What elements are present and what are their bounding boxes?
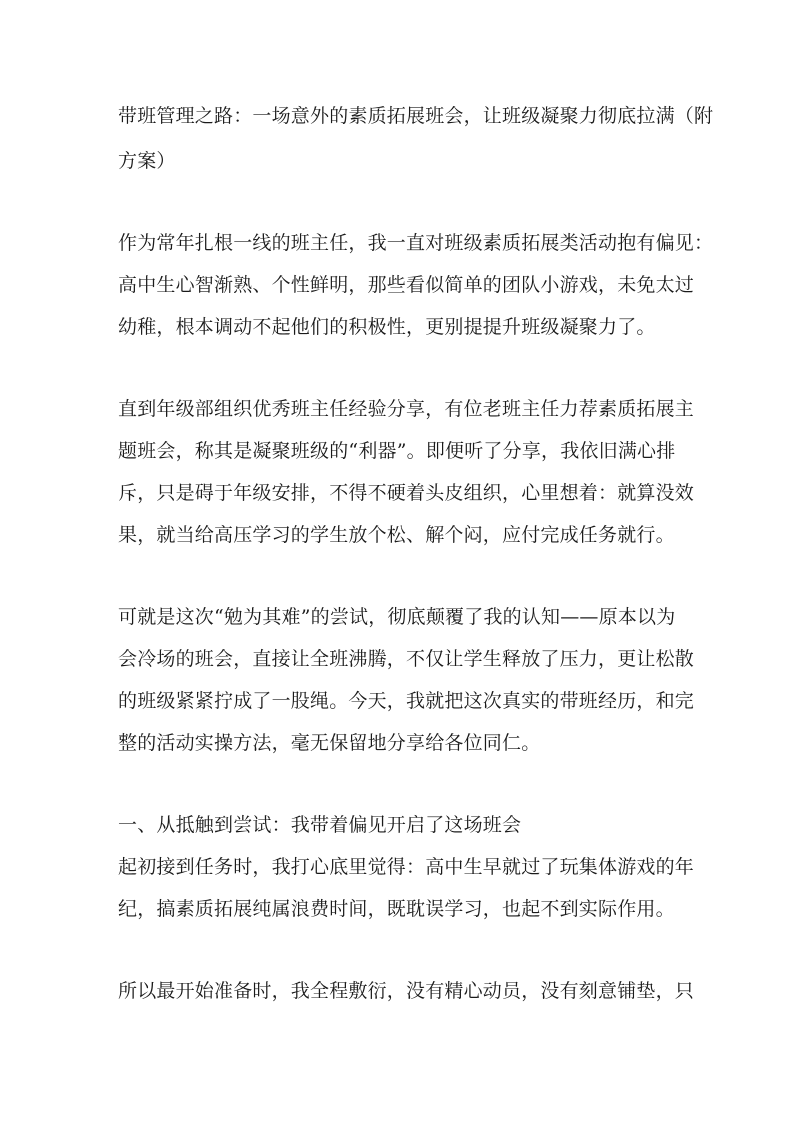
- paragraph-4-line-1: 起初接到任务时，我打心底里觉得：高中生早就过了玩集体游戏的年: [118, 856, 695, 878]
- document-title-line-1: 带班管理之路：一场意外的素质拓展班会，让班级凝聚力彻底拉满（附: [118, 105, 714, 127]
- paragraph-3-line-1: 可就是这次“勉为其难”的尝试，彻底颠覆了我的认知——原本以为: [118, 606, 676, 628]
- paragraph-1-line-3: 幼稚，根本调动不起他们的积极性，更别提提升班级凝聚力了。: [118, 316, 656, 338]
- paragraph-5-line-1: 所以最开始准备时，我全程敷衍，没有精心动员，没有刻意铺垫，只: [118, 980, 695, 1002]
- document-title-line-2: 方案）: [118, 150, 176, 172]
- paragraph-1-line-2: 高中生心智渐熟、个性鲜明，那些看似简单的团队小游戏，未免太过: [118, 274, 695, 296]
- paragraph-3-line-3: 的班级紧紧拧成了一股绳。今天，我就把这次真实的带班经历，和完: [118, 690, 695, 712]
- paragraph-4-line-2: 纪，搞素质拓展纯属浪费时间，既耽误学习，也起不到实际作用。: [118, 898, 675, 920]
- paragraph-2-line-3: 斥，只是碍于年级安排，不得不硬着头皮组织，心里想着：就算没效: [118, 482, 695, 504]
- paragraph-1-line-1: 作为常年扎根一线的班主任，我一直对班级素质拓展类活动抱有偏见：: [118, 232, 714, 254]
- paragraph-3-line-4: 整的活动实操方法，毫无保留地分享给各位同仁。: [118, 732, 541, 754]
- paragraph-2-line-2: 题班会，称其是凝聚班级的“利器”。即便听了分享，我依旧满心排: [118, 440, 676, 462]
- paragraph-2-line-1: 直到年级部组织优秀班主任经验分享，有位老班主任力荐素质拓展主: [118, 398, 695, 420]
- section-1-heading: 一、从抵触到尝试：我带着偏见开启了这场班会: [118, 814, 522, 836]
- paragraph-3-line-2: 会冷场的班会，直接让全班沸腾，不仅让学生释放了压力，更让松散: [118, 648, 695, 670]
- paragraph-2-line-4: 果，就当给高压学习的学生放个松、解个闷，应付完成任务就行。: [118, 524, 675, 546]
